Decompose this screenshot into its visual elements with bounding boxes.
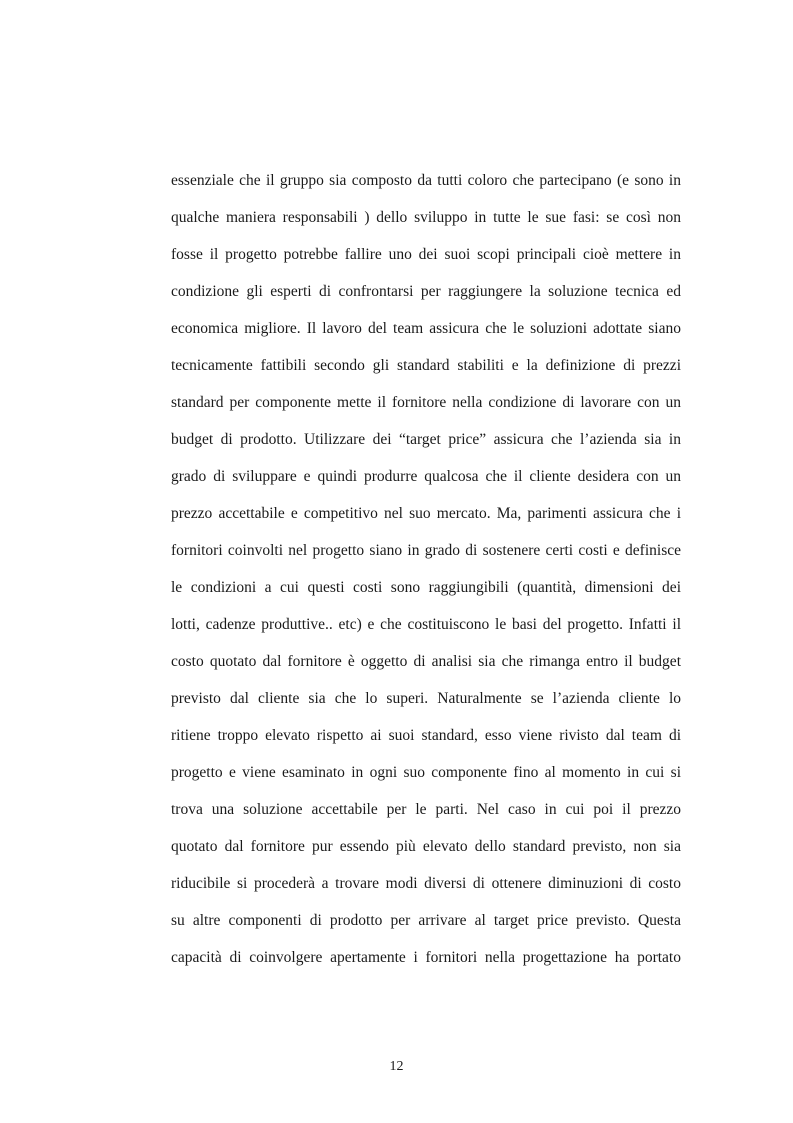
paragraph-line: lotti, cadenze produttive.. etc) e che costituiscono le basi del progetto. Infatti il [171, 616, 681, 633]
paragraph-line: capacità di coinvolgere apertamente i fornitori nella progettazione ha portato [171, 949, 681, 966]
paragraph-line: ritiene troppo elevato rispetto ai suoi standard, esso viene rivisto dal team di [171, 727, 681, 744]
paragraph-line: riducibile si procederà a trovare modi diversi di ottenere diminuzioni di costo [171, 875, 681, 892]
paragraph-line: le condizioni a cui questi costi sono raggiungibili (quantità, dimensioni dei [171, 579, 681, 596]
paragraph-line: condizione gli esperti di confrontarsi per raggiungere la soluzione tecnica ed [171, 283, 681, 300]
paragraph-line: quotato dal fornitore pur essendo più elevato dello standard previsto, non sia [171, 838, 681, 855]
paragraph-line: tecnicamente fattibili secondo gli standard stabiliti e la definizione di prezzi [171, 357, 681, 374]
paragraph-line: budget di prodotto. Utilizzare dei “target price” assicura che l’azienda sia in [171, 431, 681, 448]
paragraph-line: prezzo accettabile e competitivo nel suo mercato. Ma, parimenti assicura che i [171, 505, 681, 522]
paragraph-line: progetto e viene esaminato in ogni suo componente fino al momento in cui si [171, 764, 681, 781]
paragraph-line: economica migliore. Il lavoro del team assicura che le soluzioni adottate siano [171, 320, 681, 337]
paragraph-line: trova una soluzione accettabile per le parti. Nel caso in cui poi il prezzo [171, 801, 681, 818]
paragraph-line: costo quotato dal fornitore è oggetto di analisi sia che rimanga entro il budget [171, 653, 681, 670]
paragraph-line: grado di sviluppare e quindi produrre qualcosa che il cliente desidera con un [171, 468, 681, 485]
paragraph-line: standard per componente mette il fornitore nella condizione di lavorare con un [171, 394, 681, 411]
paragraph-line: su altre componenti di prodotto per arrivare al target price previsto. Questa [171, 912, 681, 929]
page-number: 12 [389, 1059, 404, 1074]
paragraph-line: qualche maniera responsabili ) dello sviluppo in tutte le sue fasi: se così non [171, 209, 681, 226]
paragraph-line: essenziale che il gruppo sia composto da tutti coloro che partecipano (e sono in [171, 172, 681, 189]
paragraph-line: fosse il progetto potrebbe fallire uno dei suoi scopi principali cioè mettere in [171, 246, 681, 263]
paragraph-line: previsto dal cliente sia che lo superi. Naturalmente se l’azienda cliente lo [171, 690, 681, 707]
paragraph-line: fornitori coinvolti nel progetto siano in grado di sostenere certi costi e definisce [171, 542, 681, 559]
